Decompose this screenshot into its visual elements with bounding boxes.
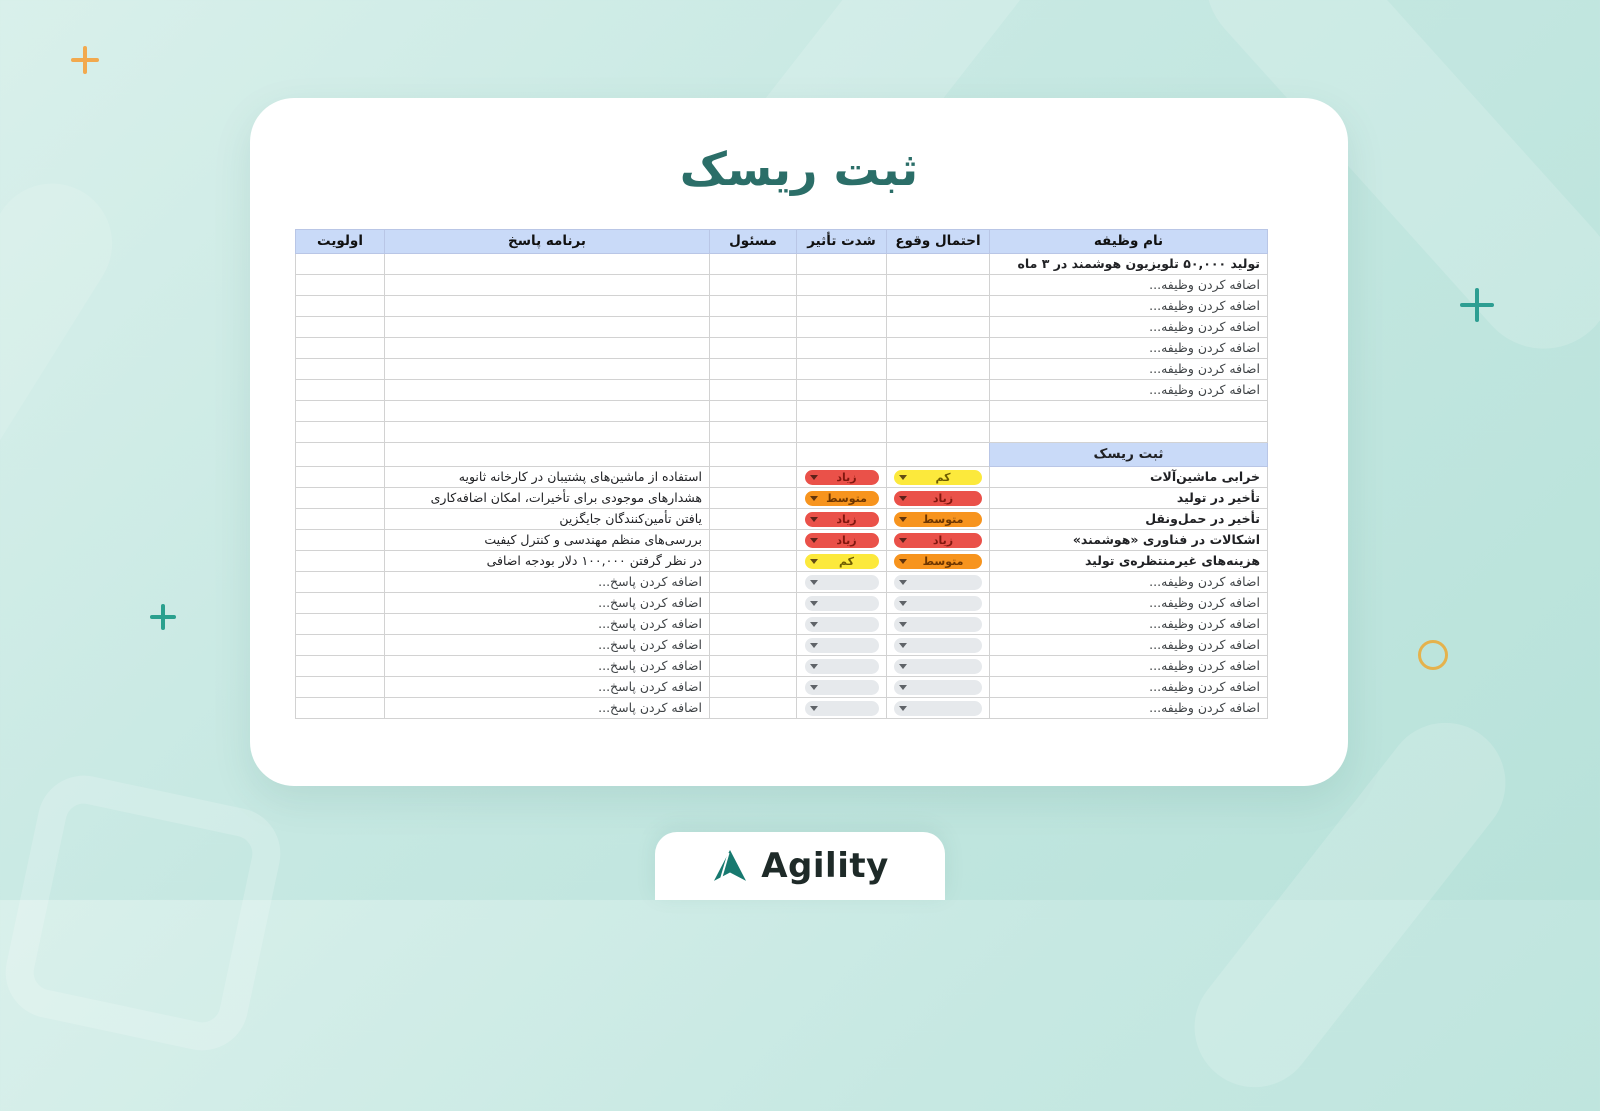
plus-decoration-icon <box>150 604 176 630</box>
empty-risk-row <box>296 677 1268 698</box>
probability-dropdown[interactable] <box>894 575 982 590</box>
dropdown-value: کم <box>838 554 855 568</box>
priority-cell[interactable] <box>296 572 385 593</box>
dropdown-arrow-icon <box>810 538 818 543</box>
add-task-cell[interactable]: اضافه کردن وظیفه... <box>990 656 1268 677</box>
column-header-name[interactable]: نام وظیفه <box>990 230 1268 254</box>
add-task-cell[interactable]: اضافه کردن وظیفه... <box>990 275 1268 296</box>
response-cell[interactable] <box>385 443 710 467</box>
column-header-owner[interactable]: مسئول <box>710 230 797 254</box>
priority-cell[interactable] <box>296 338 385 359</box>
dropdown-value: زیاد <box>932 491 954 505</box>
column-header-response[interactable]: برنامه پاسخ <box>385 230 710 254</box>
dropdown-arrow-icon <box>810 601 818 606</box>
dropdown-arrow-icon <box>899 538 907 543</box>
dropdown-value: زیاد <box>836 533 857 547</box>
priority-cell[interactable] <box>296 509 385 530</box>
impact-cell[interactable] <box>797 551 887 572</box>
response-cell[interactable]: هشدارهای موجودی برای تأخیرات، امکان اضافه‌کاری <box>385 488 710 509</box>
dropdown-value: متوسط <box>922 554 964 568</box>
probability-cell[interactable] <box>887 635 990 656</box>
add-response-cell[interactable]: اضافه کردن پاسخ... <box>385 614 710 635</box>
owner-cell[interactable] <box>710 509 797 530</box>
probability-cell[interactable] <box>887 698 990 719</box>
owner-cell[interactable] <box>710 467 797 488</box>
dropdown-arrow-icon <box>899 517 907 522</box>
impact-cell[interactable] <box>797 530 887 551</box>
priority-cell[interactable] <box>296 593 385 614</box>
impact-cell[interactable] <box>797 401 887 422</box>
add-task-cell[interactable]: اضافه کردن وظیفه... <box>990 635 1268 656</box>
owner-cell[interactable] <box>710 593 797 614</box>
probability-cell[interactable] <box>887 488 990 509</box>
empty-risk-row <box>296 698 1268 719</box>
page-title: ثبت ریسک <box>679 142 919 196</box>
add-task-cell[interactable]: اضافه کردن وظیفه... <box>990 296 1268 317</box>
probability-dropdown[interactable] <box>894 470 982 485</box>
probability-dropdown[interactable] <box>894 512 982 527</box>
dropdown-value: متوسط <box>826 491 867 505</box>
impact-dropdown[interactable] <box>805 512 879 527</box>
impact-cell[interactable] <box>797 254 887 275</box>
add-task-cell[interactable]: اضافه کردن وظیفه... <box>990 317 1268 338</box>
response-cell[interactable]: بررسی‌های منظم مهندسی و کنترل کیفیت <box>385 530 710 551</box>
owner-cell[interactable] <box>710 401 797 422</box>
probability-dropdown[interactable] <box>894 617 982 632</box>
owner-cell[interactable] <box>710 422 797 443</box>
impact-cell[interactable] <box>797 593 887 614</box>
risk-name-cell[interactable]: تأخیر در حمل‌ونقل <box>990 509 1268 530</box>
response-cell[interactable] <box>385 359 710 380</box>
risk-row <box>296 509 1268 530</box>
impact-dropdown[interactable] <box>805 638 879 653</box>
add-response-cell[interactable]: اضافه کردن پاسخ... <box>385 677 710 698</box>
background-outline-square <box>0 767 289 1059</box>
add-task-row <box>296 317 1268 338</box>
add-response-cell[interactable]: اضافه کردن پاسخ... <box>385 656 710 677</box>
name-cell[interactable] <box>990 422 1268 443</box>
empty-risk-row <box>296 635 1268 656</box>
add-response-cell[interactable]: اضافه کردن پاسخ... <box>385 698 710 719</box>
owner-cell[interactable] <box>710 677 797 698</box>
probability-cell[interactable] <box>887 338 990 359</box>
probability-dropdown[interactable] <box>894 596 982 611</box>
add-response-cell[interactable]: اضافه کردن پاسخ... <box>385 635 710 656</box>
dropdown-arrow-icon <box>899 580 907 585</box>
impact-cell[interactable] <box>797 275 887 296</box>
priority-cell[interactable] <box>296 677 385 698</box>
impact-dropdown[interactable] <box>805 701 879 716</box>
section-header-row <box>296 443 1268 467</box>
add-task-row <box>296 275 1268 296</box>
owner-cell[interactable] <box>710 698 797 719</box>
add-task-row <box>296 296 1268 317</box>
dropdown-arrow-icon <box>899 622 907 627</box>
impact-dropdown[interactable] <box>805 470 879 485</box>
impact-cell[interactable] <box>797 467 887 488</box>
probability-dropdown[interactable] <box>894 638 982 653</box>
dropdown-value: زیاد <box>836 470 857 484</box>
dropdown-arrow-icon <box>810 664 818 669</box>
owner-cell[interactable] <box>710 551 797 572</box>
add-task-row <box>296 338 1268 359</box>
add-task-cell[interactable]: اضافه کردن وظیفه... <box>990 698 1268 719</box>
probability-cell[interactable] <box>887 677 990 698</box>
probability-cell[interactable] <box>887 593 990 614</box>
add-response-cell[interactable]: اضافه کردن پاسخ... <box>385 572 710 593</box>
add-task-row <box>296 380 1268 401</box>
impact-cell[interactable] <box>797 338 887 359</box>
name-cell[interactable] <box>990 401 1268 422</box>
priority-cell[interactable] <box>296 401 385 422</box>
probability-cell[interactable] <box>887 422 990 443</box>
impact-cell[interactable] <box>797 698 887 719</box>
dropdown-arrow-icon <box>899 559 907 564</box>
probability-cell[interactable] <box>887 359 990 380</box>
add-task-cell[interactable]: اضافه کردن وظیفه... <box>990 338 1268 359</box>
header-row <box>296 230 1268 254</box>
impact-cell[interactable] <box>797 422 887 443</box>
column-header-probability[interactable]: احتمال وقوع <box>887 230 990 254</box>
risk-name-cell[interactable]: اشکالات در فناوری «هوشمند» <box>990 530 1268 551</box>
dropdown-value: متوسط <box>922 512 964 526</box>
priority-cell[interactable] <box>296 422 385 443</box>
probability-dropdown[interactable] <box>894 491 982 506</box>
priority-cell[interactable] <box>296 254 385 275</box>
probability-cell[interactable] <box>887 656 990 677</box>
empty-risk-row <box>296 656 1268 677</box>
probability-cell[interactable] <box>887 572 990 593</box>
probability-cell[interactable] <box>887 401 990 422</box>
priority-cell[interactable] <box>296 359 385 380</box>
dropdown-arrow-icon <box>810 475 818 480</box>
priority-cell[interactable] <box>296 635 385 656</box>
priority-cell[interactable] <box>296 317 385 338</box>
risk-section-header-cell[interactable]: ثبت ریسک <box>990 443 1268 467</box>
probability-cell[interactable] <box>887 317 990 338</box>
response-cell[interactable] <box>385 275 710 296</box>
impact-dropdown[interactable] <box>805 554 879 569</box>
owner-cell[interactable] <box>710 338 797 359</box>
impact-cell[interactable] <box>797 317 887 338</box>
owner-cell[interactable] <box>710 296 797 317</box>
owner-cell[interactable] <box>710 488 797 509</box>
dropdown-arrow-icon <box>810 685 818 690</box>
dropdown-arrow-icon <box>810 559 818 564</box>
impact-cell[interactable] <box>797 359 887 380</box>
dropdown-arrow-icon <box>899 601 907 606</box>
risk-name-cell[interactable]: هزینه‌های غیرمنتظره‌ی تولید <box>990 551 1268 572</box>
empty-risk-row <box>296 572 1268 593</box>
probability-cell[interactable] <box>887 530 990 551</box>
task-name-cell[interactable]: تولید ۵۰,۰۰۰ تلویزیون هوشمند در ۳ ماه <box>990 254 1268 275</box>
impact-dropdown[interactable] <box>805 491 879 506</box>
owner-cell[interactable] <box>710 572 797 593</box>
owner-cell[interactable] <box>710 317 797 338</box>
dropdown-arrow-icon <box>810 706 818 711</box>
impact-cell[interactable] <box>797 635 887 656</box>
risk-row <box>296 488 1268 509</box>
impact-dropdown[interactable] <box>805 533 879 548</box>
content-card <box>250 98 1348 786</box>
background-shape <box>0 161 135 589</box>
empty-risk-row <box>296 614 1268 635</box>
priority-cell[interactable] <box>296 467 385 488</box>
risk-name-cell[interactable]: تأخیر در تولید <box>990 488 1268 509</box>
impact-cell[interactable] <box>797 380 887 401</box>
empty-row <box>296 422 1268 443</box>
response-cell[interactable] <box>385 401 710 422</box>
response-cell[interactable] <box>385 380 710 401</box>
risk-row <box>296 551 1268 572</box>
owner-cell[interactable] <box>710 530 797 551</box>
risk-row <box>296 467 1268 488</box>
brand-name: Agility <box>761 846 889 886</box>
risk-name-cell[interactable]: خرابی ماشین‌آلات <box>990 467 1268 488</box>
priority-cell[interactable] <box>296 551 385 572</box>
probability-cell[interactable] <box>887 614 990 635</box>
dropdown-arrow-icon <box>899 664 907 669</box>
impact-dropdown[interactable] <box>805 680 879 695</box>
priority-cell[interactable] <box>296 380 385 401</box>
dropdown-value: کم <box>935 470 951 484</box>
dropdown-arrow-icon <box>810 496 818 501</box>
impact-cell[interactable] <box>797 614 887 635</box>
probability-cell[interactable] <box>887 443 990 467</box>
probability-dropdown[interactable] <box>894 701 982 716</box>
main-task-row <box>296 254 1268 275</box>
add-task-cell[interactable]: اضافه کردن وظیفه... <box>990 677 1268 698</box>
probability-dropdown[interactable] <box>894 554 982 569</box>
add-response-cell[interactable]: اضافه کردن پاسخ... <box>385 593 710 614</box>
plus-decoration-icon <box>71 46 99 74</box>
probability-dropdown[interactable] <box>894 659 982 674</box>
probability-cell[interactable] <box>887 467 990 488</box>
dropdown-value: زیاد <box>836 512 857 526</box>
response-cell[interactable] <box>385 422 710 443</box>
owner-cell[interactable] <box>710 443 797 467</box>
dropdown-arrow-icon <box>899 475 907 480</box>
owner-cell[interactable] <box>710 359 797 380</box>
column-header-priority[interactable]: اولویت <box>296 230 385 254</box>
probability-cell[interactable] <box>887 296 990 317</box>
priority-cell[interactable] <box>296 530 385 551</box>
priority-cell[interactable] <box>296 296 385 317</box>
risk-row <box>296 530 1268 551</box>
dropdown-arrow-icon <box>899 706 907 711</box>
owner-cell[interactable] <box>710 635 797 656</box>
priority-cell[interactable] <box>296 698 385 719</box>
response-cell[interactable] <box>385 338 710 359</box>
add-task-cell[interactable]: اضافه کردن وظیفه... <box>990 572 1268 593</box>
dropdown-arrow-icon <box>810 622 818 627</box>
impact-cell[interactable] <box>797 677 887 698</box>
column-header-impact[interactable]: شدت تأثیر <box>797 230 887 254</box>
probability-dropdown[interactable] <box>894 533 982 548</box>
priority-cell[interactable] <box>296 275 385 296</box>
impact-cell[interactable] <box>797 296 887 317</box>
owner-cell[interactable] <box>710 275 797 296</box>
probability-dropdown[interactable] <box>894 680 982 695</box>
empty-row <box>296 401 1268 422</box>
response-cell[interactable] <box>385 317 710 338</box>
owner-cell[interactable] <box>710 254 797 275</box>
probability-cell[interactable] <box>887 380 990 401</box>
priority-cell[interactable] <box>296 656 385 677</box>
priority-cell[interactable] <box>296 614 385 635</box>
impact-dropdown[interactable] <box>805 596 879 611</box>
owner-cell[interactable] <box>710 656 797 677</box>
response-cell[interactable]: در نظر گرفتن ۱۰۰,۰۰۰ دلار بودجه اضافی <box>385 551 710 572</box>
response-cell[interactable] <box>385 296 710 317</box>
probability-cell[interactable] <box>887 254 990 275</box>
impact-cell[interactable] <box>797 443 887 467</box>
impact-dropdown[interactable] <box>805 617 879 632</box>
owner-cell[interactable] <box>710 614 797 635</box>
footer-logo-card <box>655 832 945 900</box>
response-cell[interactable] <box>385 254 710 275</box>
dropdown-arrow-icon <box>899 496 907 501</box>
add-task-cell[interactable]: اضافه کردن وظیفه... <box>990 380 1268 401</box>
risk-register-table <box>295 229 1268 719</box>
circle-decoration-icon <box>1418 640 1448 670</box>
impact-cell[interactable] <box>797 572 887 593</box>
probability-cell[interactable] <box>887 509 990 530</box>
dropdown-arrow-icon <box>810 517 818 522</box>
impact-cell[interactable] <box>797 509 887 530</box>
agility-logo-icon <box>711 847 749 885</box>
dropdown-arrow-icon <box>810 580 818 585</box>
dropdown-arrow-icon <box>899 643 907 648</box>
probability-cell[interactable] <box>887 551 990 572</box>
add-task-cell[interactable]: اضافه کردن وظیفه... <box>990 614 1268 635</box>
dropdown-arrow-icon <box>810 643 818 648</box>
impact-dropdown[interactable] <box>805 659 879 674</box>
response-cell[interactable]: استفاده از ماشین‌های پشتیبان در کارخانه ثانویه <box>385 467 710 488</box>
dropdown-value: زیاد <box>932 533 954 547</box>
impact-dropdown[interactable] <box>805 575 879 590</box>
priority-cell[interactable] <box>296 488 385 509</box>
owner-cell[interactable] <box>710 380 797 401</box>
dropdown-arrow-icon <box>899 685 907 690</box>
impact-cell[interactable] <box>797 656 887 677</box>
priority-cell[interactable] <box>296 443 385 467</box>
probability-cell[interactable] <box>887 275 990 296</box>
add-task-cell[interactable]: اضافه کردن وظیفه... <box>990 359 1268 380</box>
response-cell[interactable]: یافتن تأمین‌کنندگان جایگزین <box>385 509 710 530</box>
add-task-cell[interactable]: اضافه کردن وظیفه... <box>990 593 1268 614</box>
plus-decoration-icon <box>1460 288 1494 322</box>
add-task-row <box>296 359 1268 380</box>
empty-risk-row <box>296 593 1268 614</box>
impact-cell[interactable] <box>797 488 887 509</box>
